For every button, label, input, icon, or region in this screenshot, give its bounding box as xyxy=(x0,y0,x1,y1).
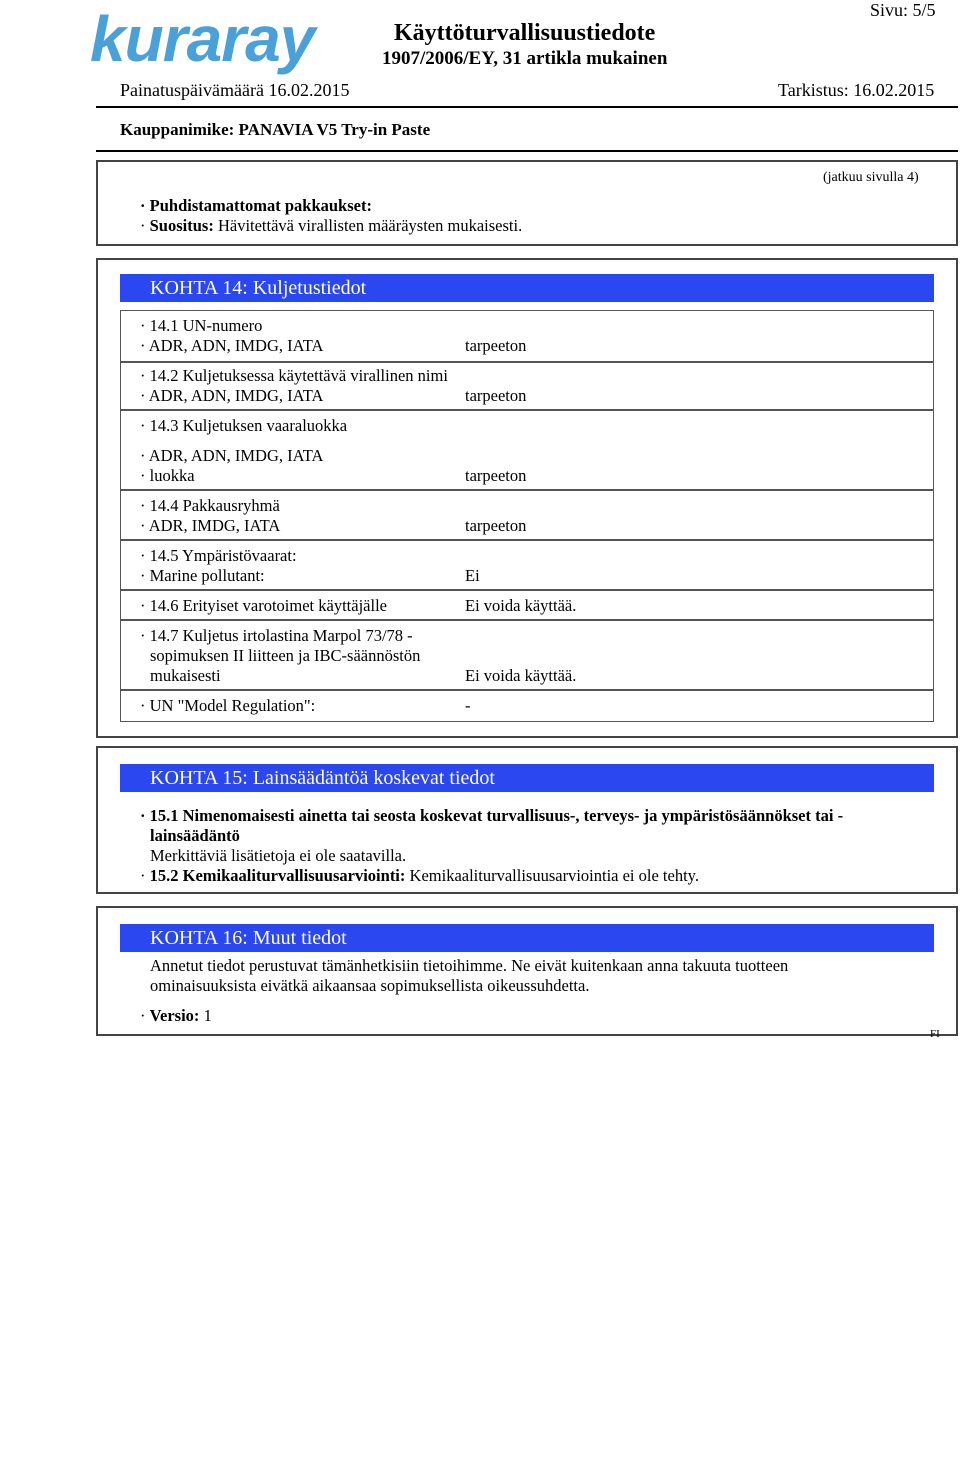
marine-pollutant-value: Ei xyxy=(465,566,480,585)
un-model-label: · UN "Model Regulation": xyxy=(140,696,316,715)
packing-group-heading: · 14.4 Pakkausryhmä xyxy=(140,496,280,515)
recommendation-line: · Suositus: Hävitettävä virallisten määräysten mukaisesti. xyxy=(140,216,523,235)
version-line: · Versio: 1 xyxy=(140,1006,212,1025)
regulations-line-1: · 15.1 Nimenomaisesti ainetta tai seosta koskevat turvallisuus-, terveys- ja ympäristösäännökset tai - xyxy=(140,806,844,825)
un-number-heading: · 14.1 UN-numero xyxy=(140,316,263,335)
trade-name: Kauppanimike: PANAVIA V5 Try-in Paste xyxy=(120,120,431,139)
document-title: Käyttöturvallisuustiedote xyxy=(394,20,656,46)
hazard-class-value: tarpeeton xyxy=(465,466,527,485)
header-rule-bottom xyxy=(96,150,958,152)
section-15-title: KOHTA 15: Lainsäädäntöä koskevat tiedot xyxy=(120,764,934,792)
company-logo: kuraray xyxy=(90,3,315,75)
bulk-transport-value: Ei voida käyttää. xyxy=(465,666,577,685)
revision-date: Tarkistus: 16.02.2015 xyxy=(778,80,935,100)
special-precautions-value: Ei voida käyttää. xyxy=(465,596,577,615)
env-hazards-heading: · 14.5 Ympäristövaarat: xyxy=(140,546,297,565)
disclaimer-line-2: ominaisuuksista eivätkä aikaansaa sopimuksellista oikeussuhdetta. xyxy=(150,976,590,995)
bulk-transport-line-1: · 14.7 Kuljetus irtolastina Marpol 73/78 - xyxy=(140,626,413,645)
language-code: FI xyxy=(930,1028,940,1040)
page-number: Sivu: 5/5 xyxy=(870,0,936,20)
section-16-title: KOHTA 16: Muut tiedot xyxy=(120,924,934,952)
section-14-title: KOHTA 14: Kuljetustiedot xyxy=(120,274,934,302)
un-model-value: - xyxy=(465,696,471,715)
continued-note: (jatkuu sivulla 4) xyxy=(823,170,919,185)
hazard-class-heading: · 14.3 Kuljetuksen vaaraluokka xyxy=(140,416,348,435)
un-number-value: tarpeeton xyxy=(465,336,527,355)
regulations-line-2: lainsäädäntö xyxy=(150,826,240,845)
print-date: Painatuspäivämäärä 16.02.2015 xyxy=(120,80,350,100)
document-subtitle: 1907/2006/EY, 31 artikla mukainen xyxy=(382,48,668,69)
hazard-class-label: · luokka xyxy=(140,466,195,485)
un-number-modes: · ADR, ADN, IMDG, IATA xyxy=(140,336,324,355)
packing-group-modes: · ADR, IMDG, IATA xyxy=(140,516,281,535)
marine-pollutant-label: · Marine pollutant: xyxy=(140,566,265,585)
disclaimer-line-1: Annetut tiedot perustuvat tämänhetkisiin tietoihimme. Ne eivät kuitenkaan anna takuuta tuotteen xyxy=(150,956,789,975)
shipping-name-modes: · ADR, ADN, IMDG, IATA xyxy=(140,386,324,405)
packaging-label: · Puhdistamattomat pakkaukset: xyxy=(140,196,372,215)
special-precautions-label: · 14.6 Erityiset varotoimet käyttäjälle xyxy=(140,596,387,615)
packing-group-value: tarpeeton xyxy=(465,516,527,535)
bulk-transport-line-3: mukaisesti xyxy=(150,666,221,685)
hazard-class-modes: · ADR, ADN, IMDG, IATA xyxy=(140,446,324,465)
bulk-transport-line-2: sopimuksen II liitteen ja IBC-säännöstön xyxy=(150,646,421,665)
chemical-safety-assessment: · 15.2 Kemikaaliturvallisuusarviointi: Kemikaaliturvallisuusarviointia ei ole tehty. xyxy=(140,866,699,885)
regulations-note: Merkittäviä lisätietoja ei ole saatavilla. xyxy=(150,846,407,865)
header-rule-top xyxy=(96,106,958,108)
shipping-name-value: tarpeeton xyxy=(465,386,527,405)
shipping-name-heading: · 14.2 Kuljetuksessa käytettävä virallinen nimi xyxy=(140,366,448,385)
